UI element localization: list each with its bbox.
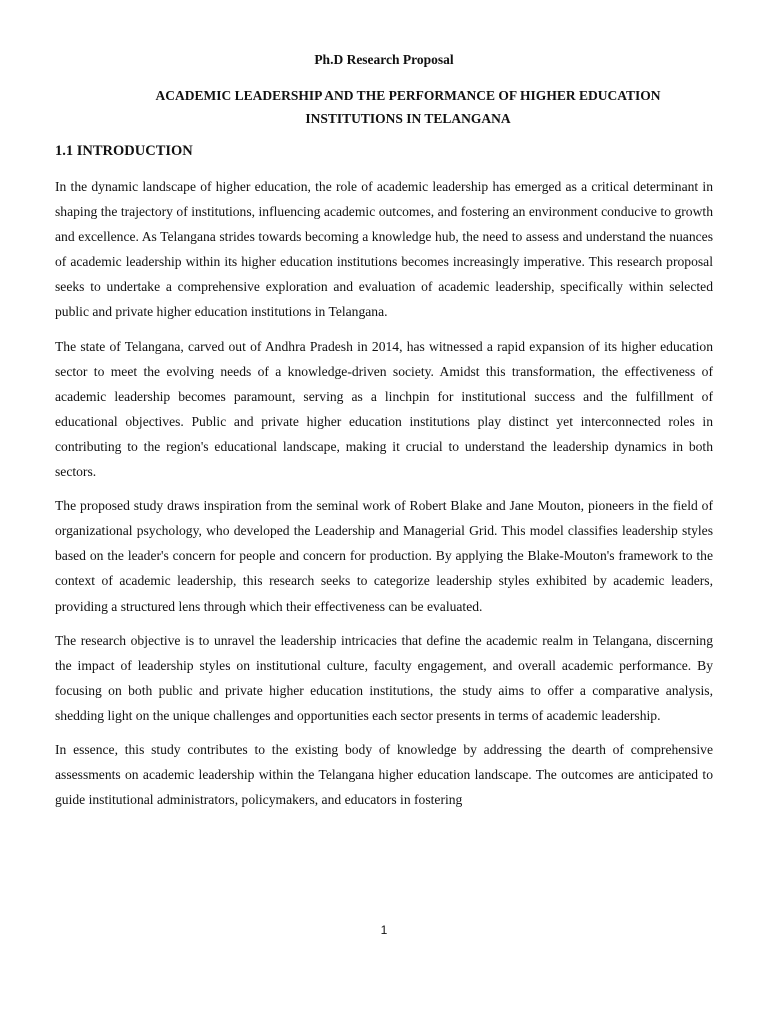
section-heading: 1.1 INTRODUCTION	[55, 143, 193, 159]
paragraph-1: In the dynamic landscape of higher education, the role of academic leadership has emerged as a critical determinant in shaping the trajectory of institutions, influencing academic outcomes, and fostering an environment conducive to growth and excellence. As Telangana strides towards becoming a knowledge hub, the need to assess and understand the nuances of academic leadership within its higher education institutions becomes increasingly imperative. This research proposal seeks to undertake a comprehensive exploration and evaluation of academic leadership, specifically within selected public and private higher education institutions in Telangana.	[55, 179, 713, 320]
paragraph-5: In essence, this study contributes to the existing body of knowledge by addressing the dearth of comprehensive assessments on academic leadership within the Telangana higher education landscape. The outcomes are anticipated to guide institutional administrators, policymakers, and educators in fostering	[55, 741, 713, 808]
paragraph-2: The state of Telangana, carved out of Andhra Pradesh in 2014, has witnessed a rapid expansion of its higher education sector to meet the evolving needs of a knowledge-driven society. Amidst this transformation, the effectiveness of academic leadership becomes paramount, serving as a linchpin for institutional success and the fulfillment of educational objectives. Public and private higher education institutions play distinct yet interconnected roles in contributing to the region's educational landscape, making it crucial to understand the leadership dynamics in both sectors.	[55, 338, 713, 480]
body-text	[55, 174, 713, 821]
paragraph-4: The research objective is to unravel the leadership intricacies that define the academic realm in Telangana, discerning the impact of leadership styles on institutional culture, faculty engagement, and overall academic performance. By focusing on both public and private higher education institutions, the study aims to offer a comparative analysis, shedding light on the unique challenges and opportunities each sector presents in terms of academic leadership.	[55, 632, 713, 723]
paragraph-3: The proposed study draws inspiration from the seminal work of Robert Blake and Jane Mouton, pioneers in the field of organizational psychology, who developed the Leadership and Managerial Grid. This model classifies leadership styles based on the leader's concern for people and concern for production. By applying the Blake-Mouton's framework to the context of academic leadership, this research seeks to categorize leadership styles exhibited by academic leaders, providing a structured lens through which their effectiveness can be evaluated.	[55, 498, 713, 614]
document-label: Ph.D Research Proposal	[314, 52, 454, 67]
page-number: 1	[380, 923, 388, 937]
document-title: ACADEMIC LEADERSHIP AND THE PERFORMANCE OF HIGHER EDUCATION INSTITUTIONS IN TELANGANA	[155, 88, 661, 126]
